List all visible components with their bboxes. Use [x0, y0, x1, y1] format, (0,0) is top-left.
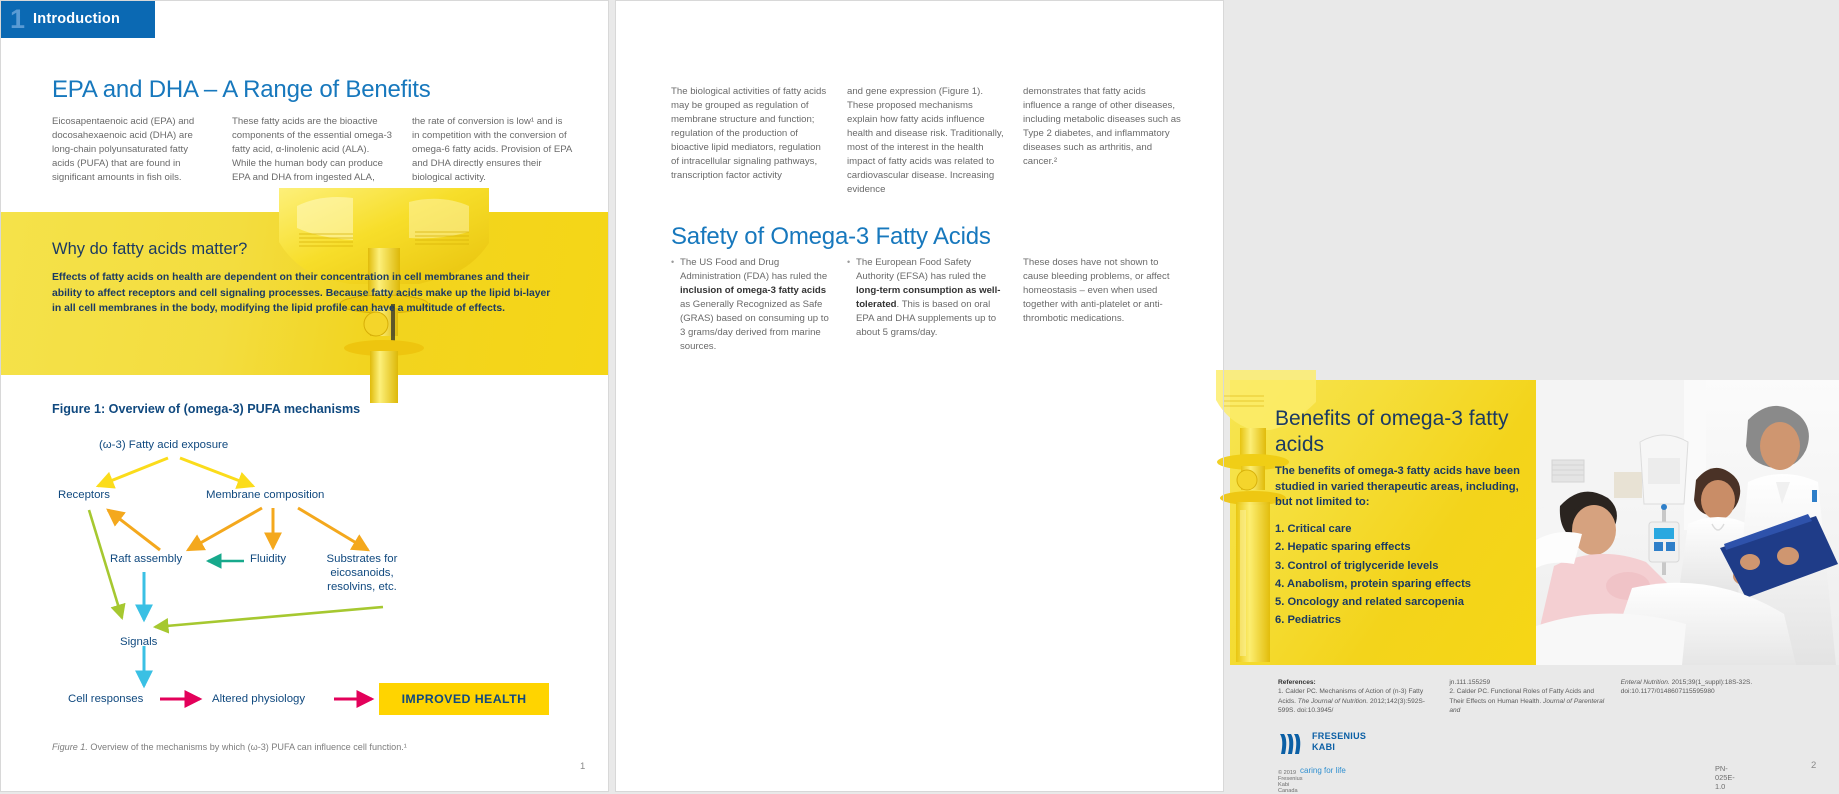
- safety-bullet-efsa: [847, 256, 1005, 354]
- pn-code: PN-025E-1.0: [1715, 764, 1735, 791]
- page-number-left: 1: [580, 761, 586, 772]
- intro-column-1: Eicosapentaenoic acid (EPA) and docosahexaenoic acid (DHA) are long-chain polyunsaturated fatty acids (PUFA) that are found in significant amounts in fish oils.: [52, 116, 195, 183]
- safety-bullet-fda: [671, 256, 829, 354]
- reference-2-rest: 2015;39(1_suppl):18S-32S. doi:10.1177/0148607115595980: [1620, 679, 1753, 696]
- reference-2-pre: 2. Calder PC. Functional Roles of Fatty Acids and Their Effects on Human Health.: [1449, 688, 1595, 705]
- safety-section-title: Safety of Omega-3 Fatty Acids: [671, 223, 991, 250]
- intro-column-2: These fatty acids are the bioactive components of the essential omega-3 fatty acid, α-linolenic acid (ALA). While the human body can produce EPA and DHA from ingested ALA,: [232, 116, 392, 183]
- section-tab-introduction[interactable]: [0, 0, 155, 38]
- benefits-title: Benefits of omega-3 fatty acids: [1275, 407, 1509, 456]
- reference-1-pre: 1. Calder PC. Mechanisms of Action of (n-3) Fatty Acids.: [1278, 688, 1424, 705]
- list-item: 3. Control of triglyceride levels: [1275, 559, 1439, 572]
- node-substrates: Substrates for eicosanoids, resolvins, etc.: [326, 553, 398, 593]
- reference-2-journal: Journal of Parenteral and: [1449, 697, 1605, 715]
- figure-title: Figure 1: Overview of (omega-3) PUFA mechanisms: [52, 402, 361, 416]
- list-item: 4. Anabolism, protein sparing effects: [1275, 577, 1472, 590]
- section-tab-label: Introduction: [33, 11, 120, 27]
- reference-2-journal-cont: Enteral Nutrition.: [1620, 679, 1670, 686]
- node-fluidity: Fluidity: [250, 553, 287, 565]
- node-membrane-composition: Membrane composition: [206, 489, 325, 501]
- continued-column-3: demonstrates that fatty acids influence a range of other diseases, including metabolic diseases such as Type 2 diabetes, and inflammatory diseases such as arthritis, and cancer.²: [1023, 86, 1181, 167]
- safety-bullet-efsa-bold: long-term consumption as well-tolerated: [856, 285, 1001, 310]
- why-fatty-acids-banner: [0, 212, 609, 375]
- references-column-1: [1278, 678, 1435, 716]
- banner-body: Effects of fatty acids on health are dependent on their concentration in cell membranes and their ability to affect receptors and cell signaling processes. Because fatty acids make up the lipid bi-layer in all cell membranes in the body, modifying the lipid profile can have a multitude of effects.: [52, 272, 551, 314]
- references-column-2: [1449, 678, 1606, 716]
- page-title: EPA and DHA – A Range of Benefits: [52, 76, 431, 103]
- figure-caption: [52, 742, 407, 752]
- references-block: [1278, 678, 1778, 716]
- list-item: 2. Hepatic sparing effects: [1275, 541, 1411, 554]
- benefits-list: [1275, 520, 1535, 630]
- logo-name-line-1: FRESENIUS: [1312, 731, 1367, 741]
- safety-note: These doses have not shown to cause bleeding problems, or affect homeostasis – even when used together with anti-platelet or anti-thrombotic medications.: [1023, 257, 1170, 324]
- node-cell-responses: Cell responses: [68, 693, 144, 705]
- node-raft-assembly: Raft assembly: [110, 553, 183, 565]
- safety-bullet-efsa-post: . This is based on oral EPA and DHA supplements up to about 5 grams/day.: [856, 299, 997, 338]
- benefits-intro: The benefits of omega-3 fatty acids have been studied in varied therapeutic areas, including, but not limited to:: [1275, 465, 1520, 508]
- section-number: 1: [10, 3, 25, 34]
- safety-bullet-fda-bold: inclusion of omega-3 fatty acids: [680, 285, 827, 296]
- references-heading: References:: [1278, 679, 1316, 686]
- node-altered-physiology: Altered physiology: [212, 693, 306, 705]
- reference-1-journal: The Journal of Nutrition.: [1297, 697, 1369, 705]
- node-fatty-acid-exposure: (ω-3) Fatty acid exposure: [99, 439, 229, 451]
- continued-column-2: and gene expression (Figure 1). These proposed mechanisms explain how fatty acids influence health and disease risk. Traditionally, most of the interest in the health impact of fatty acids was related to cardiovascular disease. Increasing evidence: [847, 86, 1004, 195]
- hospital-scene-photo: [1536, 380, 1839, 665]
- list-item: 6. Pediatrics: [1275, 614, 1341, 627]
- node-receptors: Receptors: [58, 489, 110, 501]
- diagram-arrows: [0, 420, 609, 720]
- banner-title: Why do fatty acids matter?: [52, 240, 248, 258]
- safety-bullet-fda-post: as Generally Recognized as Safe (GRAS) based on consuming up to 3 grams/day derived from marine sources.: [680, 299, 829, 352]
- logo-name-line-2: KABI: [1312, 741, 1336, 752]
- list-item: 1. Critical care: [1275, 523, 1352, 535]
- right-page: [615, 0, 1817, 794]
- page-number-right: 2: [1811, 760, 1817, 771]
- fresenius-mark-icon: [1278, 731, 1304, 757]
- logo-tagline: caring for life: [1300, 766, 1346, 775]
- safety-columns: [671, 256, 1186, 354]
- continued-column-1: The biological activities of fatty acids may be grouped as regulation of membrane structure and function; regulation of the production of bioactive lipid mediators, regulation of intracellular signaling pathways, transcription factor activity: [671, 86, 827, 181]
- node-signals: Signals: [120, 636, 158, 648]
- copyright-text: © 2019 Fresenius Kabi Canada: [1278, 770, 1303, 794]
- fresenius-kabi-logo: [1278, 731, 1366, 775]
- node-improved-health: IMPROVED HEALTH: [379, 683, 549, 715]
- figure-diagram: [0, 420, 609, 720]
- left-page: [0, 0, 609, 792]
- list-item: 5. Oncology and related sarcopenia: [1275, 596, 1465, 609]
- reference-1-doi-cont: jn.111.155259: [1449, 679, 1491, 686]
- figure-caption-text: Overview of the mechanisms by which (ω-3) PUFA can influence cell function.¹: [87, 742, 407, 752]
- figure-caption-label: Figure 1.: [52, 742, 88, 752]
- intro-text-columns: [52, 115, 572, 185]
- references-column-3: [1621, 678, 1778, 716]
- safety-bullet-fda-pre: The US Food and Drug Administration (FDA) has ruled the: [680, 257, 828, 282]
- intro-column-3: the rate of conversion is low¹ and is in competition with the conversion of omega-6 fatty acids. Provision of EPA and DHA directly ensures their biological activity.: [412, 116, 572, 183]
- reference-1-rest: 2012;142(3):592S-599S. doi:10.3945/: [1278, 697, 1425, 715]
- continued-text-columns: [671, 85, 1181, 197]
- benefits-panel: [1230, 380, 1536, 665]
- safety-bullet-efsa-pre: The European Food Safety Authority (EFSA) has ruled the: [856, 257, 987, 282]
